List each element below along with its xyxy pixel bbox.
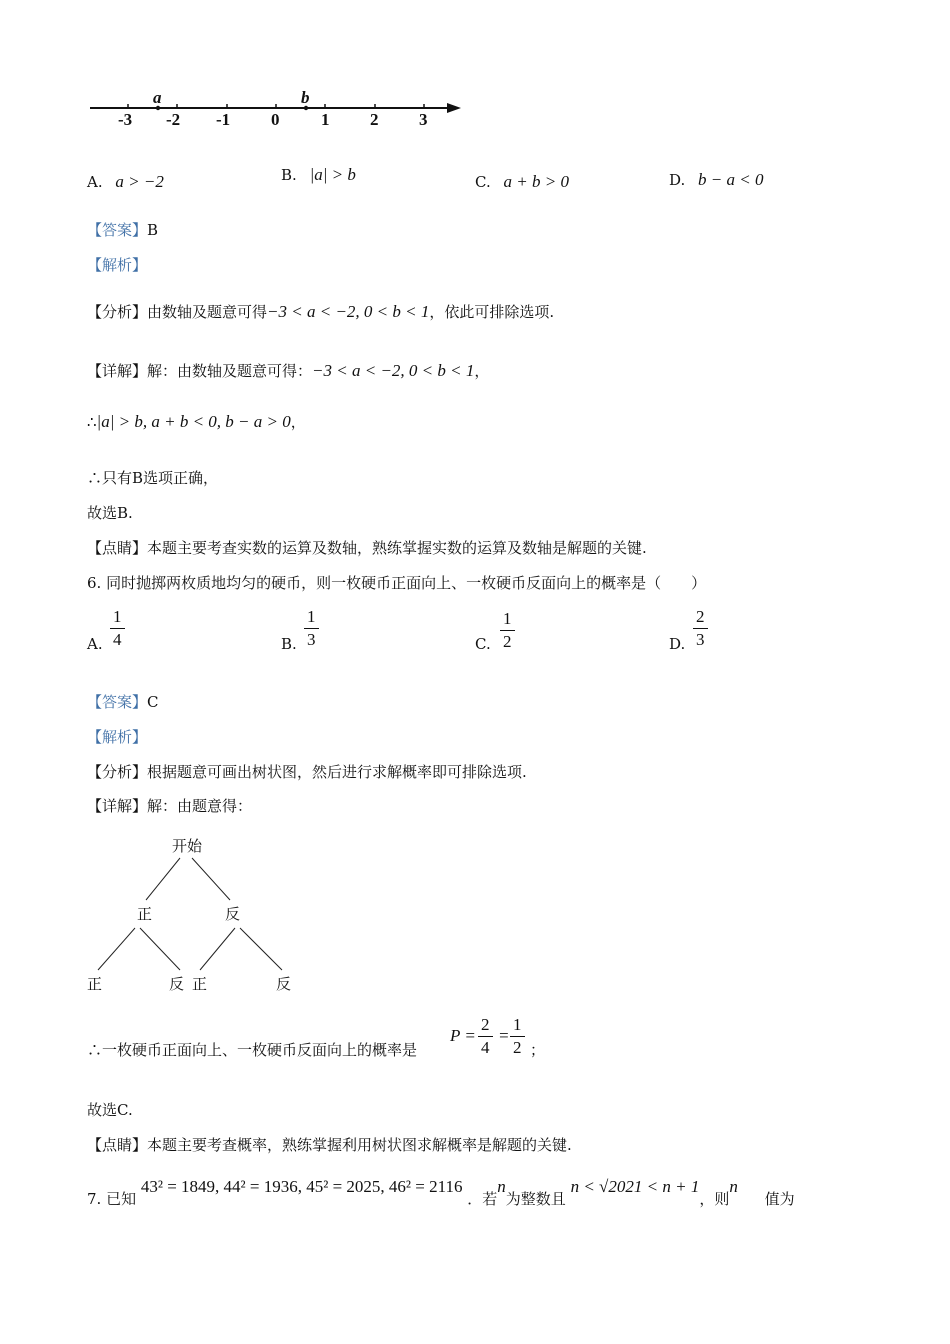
tree-node: 正 xyxy=(137,905,153,923)
detail-line: 【详解】解：由数轴及题意可得：−3 < a < −2, 0 < b < 1， xyxy=(87,361,490,380)
therefore-line: ∴|a| > b, a + b < 0, b − a > 0， xyxy=(87,412,306,431)
detail-line: 【详解】解：由题意得： xyxy=(87,797,253,815)
tick-label: 3 xyxy=(419,110,428,129)
option-d: D. b − a < 0 xyxy=(669,170,764,189)
tree-leaf: 正 xyxy=(192,975,208,993)
text-line: 故选B. xyxy=(87,504,133,522)
option-c: C. a + b > 0 xyxy=(475,172,569,191)
point-a-label: a xyxy=(153,88,162,107)
option-d-fraction: $\frac{2}{3}$ xyxy=(693,608,708,649)
option-letter: C. xyxy=(475,635,491,653)
tree-leaf: 反 xyxy=(169,975,185,993)
tree-leaf: 正 xyxy=(87,975,103,993)
point-b-label: b xyxy=(301,88,310,107)
option-c-fraction: $\frac{1}{2}$ xyxy=(500,610,515,651)
option-b: B. |a| > b xyxy=(281,165,356,184)
option-b-fraction: $\frac{1}{3}$ xyxy=(304,608,319,649)
tree-node: 反 xyxy=(225,905,241,923)
tick-label: 0 xyxy=(271,110,280,129)
tree-root: 开始 xyxy=(172,837,203,855)
jiexi-heading: 【解析】 xyxy=(87,256,148,274)
answer-line: 【答案】C xyxy=(87,693,159,711)
semicolon: ； xyxy=(530,1041,546,1059)
question-6: 6. 同时抛掷两枚质地均匀的硬币，则一枚硬币正面向上、一枚硬币反面向上的概率是（ ） xyxy=(87,574,707,592)
analysis-line: 【分析】根据题意可画出树状图，然后进行求解概率即可排除选项. xyxy=(87,763,527,781)
tick-label: -2 xyxy=(166,110,181,129)
tick-label: 2 xyxy=(370,110,379,129)
fraction-1-2: $\frac{1}{2}$ xyxy=(510,1016,525,1057)
analysis-line: 【分析】由数轴及题意可得−3 < a < −2, 0 < b < 1，依此可排除选项. xyxy=(87,302,555,321)
option-a: A. a > −2 xyxy=(87,172,164,191)
tick-label: 1 xyxy=(321,110,330,129)
jiexi-heading: 【解析】 xyxy=(87,728,148,746)
conclusion-text: ∴一枚硬币正面向上、一枚硬币反面向上的概率是 xyxy=(87,1041,418,1059)
tick-label: -3 xyxy=(118,110,133,129)
equals-sign: = xyxy=(498,1026,510,1045)
option-letter: A. xyxy=(87,635,103,653)
option-a-fraction: $\frac{1}{4}$ xyxy=(110,608,125,649)
comment-line: 【点睛】本题主要考查实数的运算及数轴，熟练掌握实数的运算及数轴是解题的关键. xyxy=(87,539,647,557)
text-line: ∴只有B选项正确， xyxy=(87,469,219,487)
comment-line: 【点睛】本题主要考查概率，熟练掌握利用树状图求解概率是解题的关键. xyxy=(87,1136,572,1154)
tree-leaf: 反 xyxy=(276,975,292,993)
p-label: P = xyxy=(450,1026,476,1045)
text-line: 故选C. xyxy=(87,1101,133,1119)
option-letter: B. xyxy=(281,635,297,653)
fraction-2-4: $\frac{2}{4}$ xyxy=(478,1016,493,1057)
tick-label: -1 xyxy=(216,110,231,129)
option-letter: D. xyxy=(669,635,686,653)
question-7: 7. 已知 43² = 1849, 44² = 1936, 45² = 2025, 46² = 2116 ．若n为整数且 n < √2021 < n + 1，则n 值为 xyxy=(87,1177,795,1208)
answer-line: 【答案】B xyxy=(87,221,159,239)
